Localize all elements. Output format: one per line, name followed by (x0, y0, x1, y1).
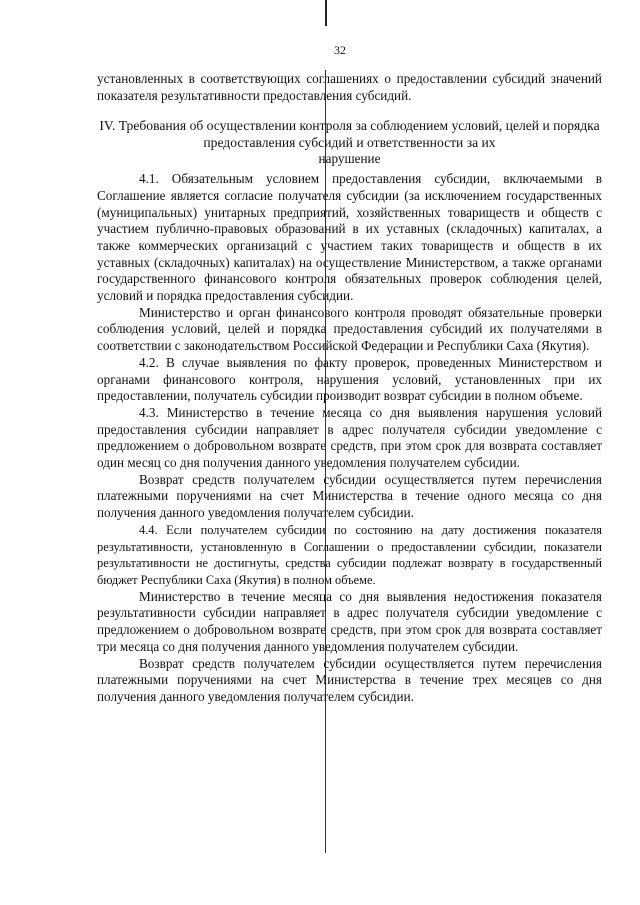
scan-fold-line-top (325, 0, 327, 26)
section-heading-end: нарушение (318, 151, 381, 167)
paragraph-return-1: Возврат средств получателем субсидии осуществляется путем перечисления платежными поручениями на счет Министерства в течение одного месяца со дня получения данного уведомления получателем субсидии. (97, 471, 602, 521)
paragraph-ministry-notice: Министерство в течение месяца со дня выявления недостижения показателя результативности субсидии направляет в адрес получателя субсидии уведомление с предложением о добровольном возврате средств, при этом срок для возврата составляет три месяца со дня получения данного уведомления получателем субсидии. (97, 588, 602, 654)
paragraph-4-3: 4.3. Министерство в течение месяца со дня выявления нарушения условий предоставления субсидии направляет в адрес получателя субсидии уведомление с предложением о добровольном возврате средств, при этом срок для возврата составляет один месяц со дня получения данного уведомления получателем субсидии. (97, 404, 602, 471)
paragraph-4-2: 4.2. В случае выявления по факту проверок, проведенных Министерством и органами финансового контроля, нарушения условий, установленных при их предоставлении, получатель субсидии производит возврат субсидии в полном объеме. (97, 354, 602, 404)
paragraph-4-4: 4.4. Если получателем субсидии по состоянию на дату достижения показателя результативности, установленную в Соглашении о предоставлении субсидии, показатели результативности не достигнуты, средства субсидии подлежат возврату в государственный бюджет Республики Саха (Якутия) в полном объеме. (97, 522, 602, 587)
section-heading: IV. Требования об осуществлении контроля за соблюдением условий, целей и порядка предоставления субсидий и ответственности за их (99, 118, 600, 150)
page-number: 32 (334, 43, 346, 57)
document-body (97, 71, 602, 706)
paragraph-continuation: установленных в соответствующих соглашениях о предоставлении субсидий значений показателя результативности предоставления субсидий. (97, 71, 602, 103)
paragraph-ministry-checks: Министерство и орган финансового контроля проводят обязательные проверки соблюдения условий, целей и порядка предоставления субсидий их получателями в соответствии с законодательством Российской Федерации и Республики Саха (Якутия). (97, 304, 602, 354)
paragraph-4-1: 4.1. Обязательным условием предоставления субсидии, включаемыми в Соглашение является согласие получателя субсидии (за исключением государственных (муниципальных) унитарных предприятий, хозяйственных товариществ и обществ с участием публично-правовых образований в их уставных (складочных) капиталах, а также коммерческих организаций с участием таких товариществ и обществ в их уставных (складочных) капиталах) на осуществление Министерством, а также органами государственного финансового контроля обязательных проверок соблюдения целей, условий и порядка предоставления субсидии. (97, 171, 602, 304)
paragraph-return-2: Возврат средств получателем субсидии осуществляется путем перечисления платежными поручениями на счет Министерства в течение трех месяцев со дня получения данного уведомления получателем субсидии. (97, 655, 602, 704)
